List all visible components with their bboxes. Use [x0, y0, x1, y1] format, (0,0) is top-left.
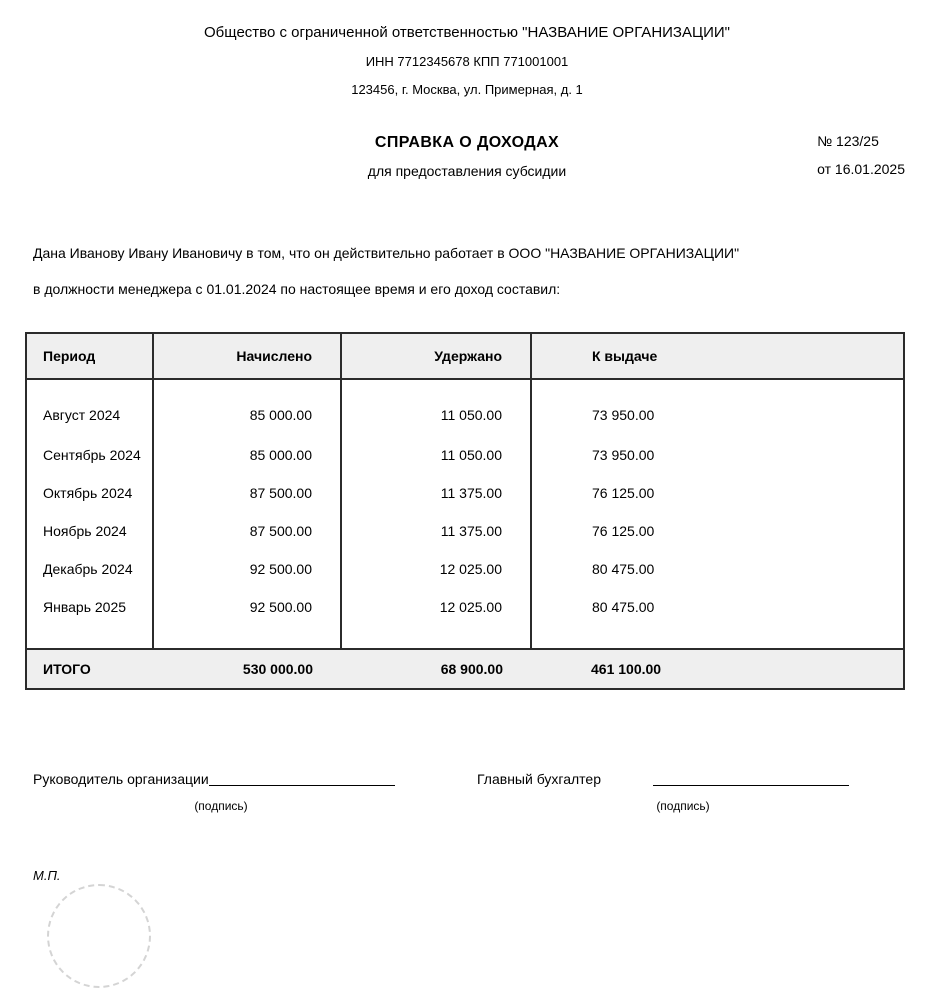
cell-accrued: 85 000.00	[153, 436, 341, 474]
cell-withheld: 11 375.00	[341, 474, 531, 512]
document-number-block	[817, 134, 905, 176]
signature-director-line[interactable]	[209, 772, 395, 786]
income-table	[25, 332, 905, 690]
signature-director-row	[33, 772, 453, 786]
signature-director-caption: (подпись)	[194, 799, 248, 814]
cell-withheld: 12 025.00	[341, 588, 531, 626]
cell-accrued: 87 500.00	[153, 474, 341, 512]
spacer-cell	[26, 626, 153, 649]
cell-withheld: 12 025.00	[341, 550, 531, 588]
cell-accrued: 85 000.00	[153, 379, 341, 436]
cell-withheld: 11 050.00	[341, 436, 531, 474]
column-header-period: Период	[26, 333, 153, 379]
spacer-cell	[153, 626, 341, 649]
cell-withheld: 11 375.00	[341, 512, 531, 550]
cell-payable: 76 125.00	[531, 474, 904, 512]
spacer-cell	[341, 626, 531, 649]
table-row	[26, 474, 904, 512]
cell-payable: 73 950.00	[531, 379, 904, 436]
signature-accountant-line[interactable]	[653, 772, 849, 786]
cell-period: Август 2024	[26, 379, 153, 436]
organization-inn-kpp: ИНН 7712345678 КПП 771001001	[365, 53, 569, 69]
cell-period: Декабрь 2024	[26, 550, 153, 588]
total-accrued: 530 000.00	[153, 649, 341, 689]
column-header-accrued: Начислено	[153, 333, 341, 379]
signature-director	[33, 772, 453, 813]
total-payable: 461 100.00	[531, 649, 904, 689]
organization-header	[27, 0, 907, 98]
cell-accrued: 87 500.00	[153, 512, 341, 550]
table-body	[26, 379, 904, 649]
cell-payable: 80 475.00	[531, 588, 904, 626]
cell-period: Январь 2025	[26, 588, 153, 626]
document-date: от 16.01.2025	[817, 161, 905, 178]
body-paragraph	[27, 246, 907, 296]
table-header	[26, 333, 904, 379]
total-label: ИТОГО	[26, 649, 153, 689]
body-line-1: Дана Иванову Ивану Ивановичу в том, что он действительно работает в ООО "НАЗВАНИЕ ОРГАНИЗАЦИИ"	[33, 245, 740, 262]
cell-payable: 76 125.00	[531, 512, 904, 550]
title-block	[27, 134, 907, 206]
cell-withheld: 11 050.00	[341, 379, 531, 436]
table-spacer-row	[26, 626, 904, 649]
column-header-withheld: Удержано	[341, 333, 531, 379]
cell-payable: 80 475.00	[531, 550, 904, 588]
stamp-area	[27, 868, 907, 978]
organization-address: 123456, г. Москва, ул. Примерная, д. 1	[351, 82, 583, 97]
signature-accountant-row	[477, 772, 897, 786]
total-withheld: 68 900.00	[341, 649, 531, 689]
column-header-payable: К выдаче	[531, 333, 904, 379]
cell-period: Ноябрь 2024	[26, 512, 153, 550]
cell-accrued: 92 500.00	[153, 588, 341, 626]
table-header-row	[26, 333, 904, 379]
document-number: № 123/25	[817, 133, 879, 150]
page-title: СПРАВКА О ДОХОДАХ	[374, 134, 560, 152]
signature-accountant-label: Главный бухгалтер	[477, 771, 601, 788]
stamp-circle-icon	[47, 884, 151, 988]
organization-name: Общество с ограниченной ответственностью "НАЗВАНИЕ ОРГАНИЗАЦИИ"	[204, 24, 730, 41]
cell-payable: 73 950.00	[531, 436, 904, 474]
spacer-cell	[531, 626, 904, 649]
table-row	[26, 512, 904, 550]
cell-period: Октябрь 2024	[26, 474, 153, 512]
table-footer	[26, 649, 904, 689]
document-subtitle: для предоставления субсидии	[367, 163, 567, 180]
stamp-label: М.П.	[33, 868, 61, 884]
table-row	[26, 436, 904, 474]
table-row	[26, 379, 904, 436]
signature-accountant-caption: (подпись)	[656, 799, 710, 814]
cell-period: Сентябрь 2024	[26, 436, 153, 474]
cell-accrued: 92 500.00	[153, 550, 341, 588]
signature-director-label: Руководитель организации	[33, 771, 209, 788]
signature-section	[27, 772, 907, 842]
table-row	[26, 588, 904, 626]
table-total-row	[26, 649, 904, 689]
income-table-wrapper	[25, 332, 903, 690]
table-row	[26, 550, 904, 588]
signature-accountant	[477, 772, 897, 813]
body-line-2: в должности менеджера с 01.01.2024 по настоящее время и его доход составил:	[33, 281, 561, 298]
